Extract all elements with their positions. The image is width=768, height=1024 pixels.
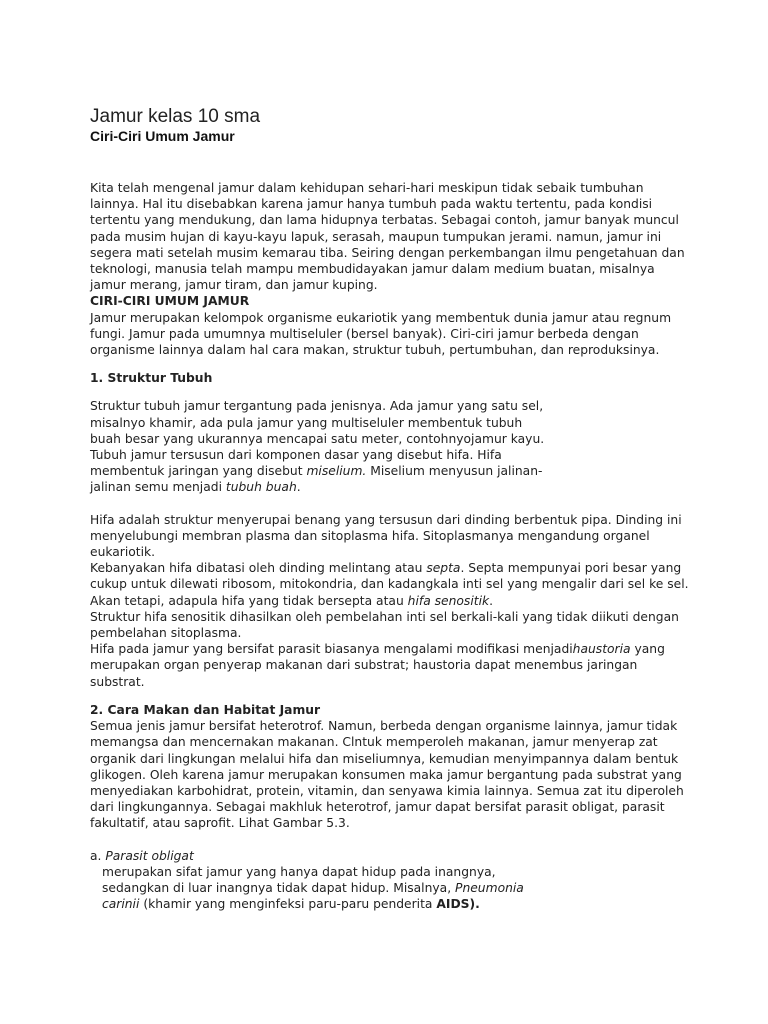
struktur-text-c: . — [296, 480, 301, 495]
section-paragraph: Jamur merupakan kelompok organisme eukariotik yang membentuk dunia jamur atau regnum fungi. Jamur pada umumnya multiseluler (bersel banyak). Ciri-ciri jamur berbeda dengan organisme lainnya dalam hal cara makan, struktur tubuh, pertumbuhan, dan reproduksinya. — [90, 310, 672, 358]
list-marker-a: a. — [90, 848, 106, 863]
septa-text-b: . Septa mempunyai pori besar yang cukup untuk dilewati ribosom, mitokondria, dan kadangkala inti sel yang mengalir dari sel ke sel. Akan tetapi, adapula hifa yang tidak bersepta atau — [90, 561, 689, 608]
intro-paragraph: Kita telah mengenal jamur dalam kehidupan sehari-hari meskipun tidak sebaik tumbuhan lainnya. Hal itu disebabkan karena jamur hanya tumbuh pada waktu tertentu, pada kondisi tertentu yang mendukung, dan lama hidupnya terbatas. Sebagai contoh, jamur banyak muncul pada musim hujan di kayu-kayu lapuk, serasah, maupun tumpukan jerami. namun, jamur ini segera mati setelah musim kemarau tiba. Seiring dengan perkembangan ilmu pengetahuan dan teknologi, manusia telah mampu membudidayakan jamur dalam medium buatan, misalnya jamur merang, jamur tiram, dan jamur kuping. — [90, 181, 685, 293]
term-aids: AIDS). — [436, 897, 480, 912]
parasit-obligat-text: sedangkan di luar inangnya tidak dapat hidup. Misalnya, — [102, 880, 456, 895]
term-parasit-obligat: Parasit obligat — [105, 848, 194, 863]
term-septa: septa — [426, 561, 461, 576]
parasit-obligat-line-3 — [90, 896, 690, 912]
struktur-paragraph-2: Hifa adalah struktur menyerupai benang yang tersusun dari dinding berbentuk pipa. Dinding ini menyelubungi membran plasma dan sitoplasma hifa. Sitoplasmanya mengandung organel eukariotik. — [90, 512, 682, 560]
struktur-paragraph-3 — [90, 560, 690, 609]
document-body — [90, 180, 690, 912]
struktur-paragraph-5 — [90, 641, 690, 690]
parasit-obligat-text-3: (khamir yang menginfeksi paru-paru penderita — [139, 897, 437, 912]
struktur-text-a: Struktur tubuh jamur tergantung pada jenisnya. Ada jamur yang satu sel, misalnyo khamir, ada pula jamur yang multiseluler membentuk tubuh buah besar yang ukurannya mencapai satu meter, contohnyojamur kayu. Tubuh jamur tersusun dari komponen dasar yang disebut hifa. Hifa membentuk jaringan yang disebut — [90, 399, 545, 479]
term-pneumonia: Pneumonia — [455, 880, 524, 895]
parasit-obligat-line-1: merupakan sifat jamur yang hanya dapat hidup pada inangnya, — [102, 864, 496, 879]
heading-cara-makan: 2. Cara Makan dan Habitat Jamur — [90, 702, 321, 717]
septa-text-a: Kebanyakan hifa dibatasi oleh dinding melintang atau — [90, 561, 427, 576]
term-carinii: carinii — [102, 897, 140, 912]
document-title: Jamur kelas 10 sma — [90, 106, 261, 127]
haustoria-text-a: Hifa pada jamur yang bersifat parasit biasanya mengalami modifikasi menjadi — [90, 642, 573, 657]
septa-text-c: . — [489, 593, 494, 608]
list-item-parasit-obligat — [90, 848, 690, 864]
parasit-obligat-line-2 — [90, 880, 690, 896]
term-miselium: miselium. — [306, 464, 367, 479]
section-heading: CIRI-CIRI UMUM JAMUR — [90, 294, 250, 309]
term-haustoria: haustoria — [572, 642, 631, 657]
term-hifa-senositik: hifa senositik — [407, 593, 490, 608]
haustoria-text-b: yang merupakan organ penyerap makanan dari substrat; haustoria dapat menembus jaringan substrat. — [90, 642, 665, 689]
term-tubuh-buah: tubuh buah — [225, 480, 297, 495]
heading-struktur-tubuh: 1. Struktur Tubuh — [90, 371, 213, 386]
struktur-paragraph-1 — [90, 398, 550, 495]
document-subtitle: Ciri-Ciri Umum Jamur — [90, 128, 235, 144]
struktur-text-b: Miselium menyusun jalinan-jalinan semu menjadi — [90, 464, 543, 495]
struktur-paragraph-4: Struktur hifa senositik dihasilkan oleh pembelahan inti sel berkali-kali yang tidak diikuti dengan pembelahan sitoplasma. — [90, 609, 679, 641]
cara-makan-paragraph: Semua jenis jamur bersifat heterotrof. Namun, berbeda dengan organisme lainnya, jamur tidak memangsa dan mencernakan makanan. Clntuk memperoleh makanan, jamur menyerap zat organik dari lingkungan melalui hifa dan miseliumnya, kemudian menyimpannya dalam bentuk glikogen. Oleh karena jamur merupakan konsumen maka jamur bergantung pada substrat yang menyediakan karbohidrat, protein, vitamin, dan senyawa kimia lainnya. Semua zat itu diperoleh dari lingkungannya. Sebagai makhluk heterotrof, jamur dapat bersifat parasit obligat, parasit fakultatif, atau saprofit. Lihat Gambar 5.3. — [90, 719, 684, 831]
